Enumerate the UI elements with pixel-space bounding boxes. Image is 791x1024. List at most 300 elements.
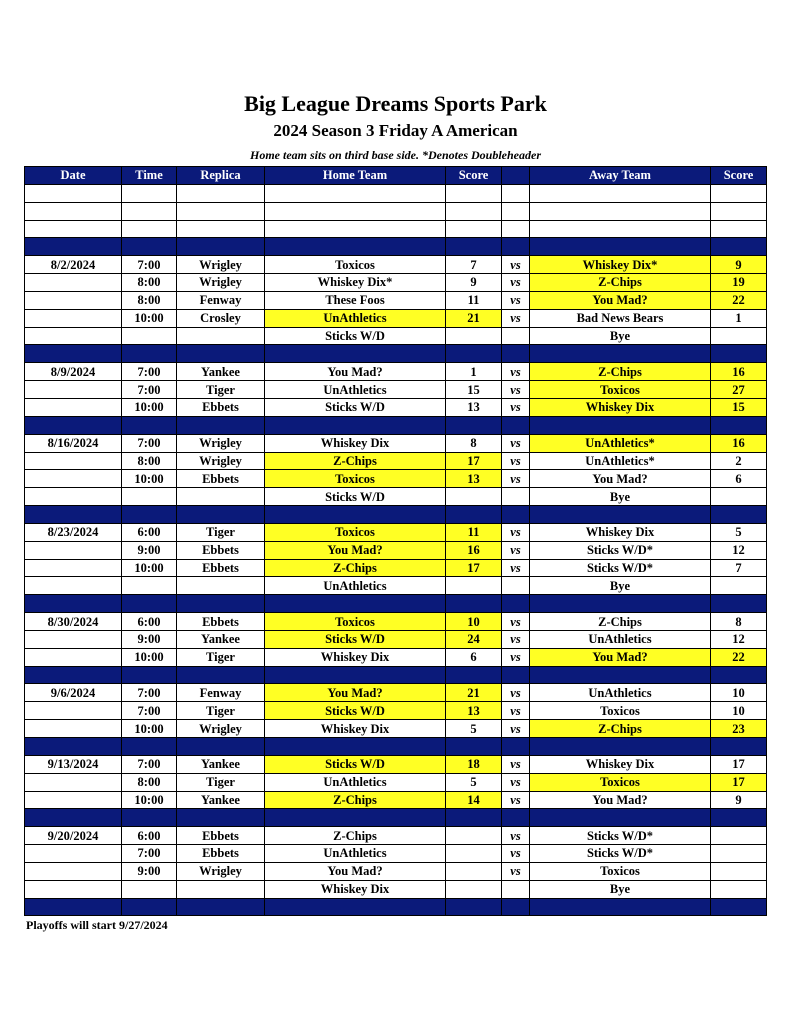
home-score-cell: 6 bbox=[446, 648, 502, 666]
home-team-cell: Z-Chips bbox=[265, 827, 446, 845]
home-team-cell: Z-Chips bbox=[265, 559, 446, 577]
separator-cell bbox=[711, 345, 767, 363]
separator-cell bbox=[177, 738, 265, 756]
away-team-cell: You Mad? bbox=[530, 791, 711, 809]
replica-cell bbox=[177, 202, 265, 220]
col-replica: Replica bbox=[177, 167, 265, 185]
replica-cell: Wrigley bbox=[177, 452, 265, 470]
table-row bbox=[25, 773, 767, 791]
home-team-cell: Whiskey Dix bbox=[265, 720, 446, 738]
home-team-cell: Sticks W/D bbox=[265, 488, 446, 506]
separator-cell bbox=[265, 809, 446, 827]
time-cell: 8:00 bbox=[122, 274, 177, 292]
replica-cell: Fenway bbox=[177, 291, 265, 309]
away-team-cell: Whiskey Dix bbox=[530, 523, 711, 541]
away-team-cell: UnAthletics* bbox=[530, 452, 711, 470]
date-cell: 9/13/2024 bbox=[25, 755, 122, 773]
vs-cell: vs bbox=[502, 541, 530, 559]
separator-cell bbox=[711, 416, 767, 434]
schedule-table bbox=[24, 166, 767, 916]
replica-cell: Wrigley bbox=[177, 434, 265, 452]
vs-cell: vs bbox=[502, 684, 530, 702]
separator-cell bbox=[122, 809, 177, 827]
time-cell: 10:00 bbox=[122, 791, 177, 809]
vs-cell: vs bbox=[502, 862, 530, 880]
time-cell: 9:00 bbox=[122, 630, 177, 648]
away-score-cell: 22 bbox=[711, 648, 767, 666]
away-score-cell bbox=[711, 577, 767, 595]
home-score-cell: 7 bbox=[446, 256, 502, 274]
away-score-cell bbox=[711, 184, 767, 202]
week-separator bbox=[25, 666, 767, 684]
away-team-cell: Sticks W/D* bbox=[530, 827, 711, 845]
vs-cell: vs bbox=[502, 559, 530, 577]
away-team-cell: Toxicos bbox=[530, 862, 711, 880]
separator-cell bbox=[177, 595, 265, 613]
separator-cell bbox=[25, 809, 122, 827]
replica-cell: Tiger bbox=[177, 523, 265, 541]
vs-cell: vs bbox=[502, 630, 530, 648]
home-score-cell: 13 bbox=[446, 470, 502, 488]
separator-cell bbox=[502, 738, 530, 756]
vs-cell: vs bbox=[502, 470, 530, 488]
date-cell bbox=[25, 862, 122, 880]
date-cell: 8/2/2024 bbox=[25, 256, 122, 274]
vs-cell: vs bbox=[502, 291, 530, 309]
time-cell bbox=[122, 880, 177, 898]
replica-cell bbox=[177, 880, 265, 898]
home-team-cell: Sticks W/D bbox=[265, 702, 446, 720]
col-time: Time bbox=[122, 167, 177, 185]
separator-cell bbox=[530, 809, 711, 827]
separator-cell bbox=[265, 898, 446, 916]
separator-cell bbox=[177, 809, 265, 827]
col-away-score: Score bbox=[711, 167, 767, 185]
replica-cell bbox=[177, 577, 265, 595]
home-team-cell: UnAthletics bbox=[265, 381, 446, 399]
separator-cell bbox=[530, 898, 711, 916]
away-score-cell: 17 bbox=[711, 773, 767, 791]
vs-cell: vs bbox=[502, 452, 530, 470]
date-cell: 9/6/2024 bbox=[25, 684, 122, 702]
col-away-team: Away Team bbox=[530, 167, 711, 185]
home-score-cell: 24 bbox=[446, 630, 502, 648]
table-row bbox=[25, 827, 767, 845]
vs-cell bbox=[502, 220, 530, 238]
table-row bbox=[25, 613, 767, 631]
time-cell bbox=[122, 577, 177, 595]
replica-cell bbox=[177, 488, 265, 506]
home-score-cell bbox=[446, 327, 502, 345]
away-score-cell: 22 bbox=[711, 291, 767, 309]
away-team-cell: Sticks W/D* bbox=[530, 559, 711, 577]
away-team-cell: Whiskey Dix bbox=[530, 398, 711, 416]
replica-cell: Yankee bbox=[177, 791, 265, 809]
separator-cell bbox=[446, 416, 502, 434]
home-score-cell bbox=[446, 827, 502, 845]
separator-cell bbox=[265, 506, 446, 524]
playoffs-note: Playoffs will start 9/27/2024 bbox=[26, 918, 168, 932]
separator-cell bbox=[265, 238, 446, 256]
away-team-cell: Z-Chips bbox=[530, 720, 711, 738]
away-score-cell: 16 bbox=[711, 434, 767, 452]
time-cell: 8:00 bbox=[122, 452, 177, 470]
away-team-cell: You Mad? bbox=[530, 291, 711, 309]
separator-cell bbox=[711, 738, 767, 756]
separator-cell bbox=[711, 666, 767, 684]
date-cell bbox=[25, 274, 122, 292]
home-team-cell: Toxicos bbox=[265, 256, 446, 274]
col-home-team: Home Team bbox=[265, 167, 446, 185]
home-team-cell bbox=[265, 202, 446, 220]
date-cell bbox=[25, 184, 122, 202]
away-score-cell: 6 bbox=[711, 470, 767, 488]
separator-cell bbox=[446, 898, 502, 916]
separator-cell bbox=[25, 506, 122, 524]
home-score-cell: 21 bbox=[446, 684, 502, 702]
week-separator bbox=[25, 506, 767, 524]
date-cell bbox=[25, 630, 122, 648]
date-cell: 8/16/2024 bbox=[25, 434, 122, 452]
separator-cell bbox=[25, 345, 122, 363]
time-cell: 7:00 bbox=[122, 755, 177, 773]
home-team-cell: Toxicos bbox=[265, 523, 446, 541]
home-score-cell: 9 bbox=[446, 274, 502, 292]
date-cell: 8/30/2024 bbox=[25, 613, 122, 631]
separator-cell bbox=[502, 666, 530, 684]
time-cell bbox=[122, 184, 177, 202]
vs-cell bbox=[502, 577, 530, 595]
vs-cell: vs bbox=[502, 720, 530, 738]
away-team-cell: Bye bbox=[530, 327, 711, 345]
time-cell: 7:00 bbox=[122, 845, 177, 863]
home-team-cell: Whiskey Dix bbox=[265, 434, 446, 452]
replica-cell: Yankee bbox=[177, 630, 265, 648]
time-cell bbox=[122, 220, 177, 238]
separator-cell bbox=[265, 345, 446, 363]
separator-cell bbox=[502, 238, 530, 256]
separator-cell bbox=[177, 416, 265, 434]
replica-cell: Wrigley bbox=[177, 274, 265, 292]
away-score-cell bbox=[711, 827, 767, 845]
separator-cell bbox=[122, 345, 177, 363]
table-row bbox=[25, 862, 767, 880]
table-row bbox=[25, 274, 767, 292]
away-team-cell: Bye bbox=[530, 880, 711, 898]
table-row bbox=[25, 220, 767, 238]
separator-cell bbox=[446, 345, 502, 363]
separator-cell bbox=[177, 238, 265, 256]
separator-cell bbox=[711, 898, 767, 916]
vs-cell: vs bbox=[502, 363, 530, 381]
date-cell bbox=[25, 327, 122, 345]
vs-cell: vs bbox=[502, 434, 530, 452]
separator-cell bbox=[265, 595, 446, 613]
away-score-cell: 12 bbox=[711, 541, 767, 559]
home-score-cell: 17 bbox=[446, 559, 502, 577]
away-score-cell: 2 bbox=[711, 452, 767, 470]
separator-cell bbox=[502, 506, 530, 524]
away-score-cell: 27 bbox=[711, 381, 767, 399]
home-team-cell: UnAthletics bbox=[265, 773, 446, 791]
separator-cell bbox=[177, 666, 265, 684]
away-team-cell: Z-Chips bbox=[530, 274, 711, 292]
away-team-cell: Bye bbox=[530, 488, 711, 506]
date-cell bbox=[25, 488, 122, 506]
replica-cell: Tiger bbox=[177, 648, 265, 666]
vs-cell: vs bbox=[502, 274, 530, 292]
replica-cell: Ebbets bbox=[177, 613, 265, 631]
separator-cell bbox=[711, 238, 767, 256]
home-score-cell bbox=[446, 220, 502, 238]
table-row bbox=[25, 880, 767, 898]
vs-cell bbox=[502, 327, 530, 345]
away-score-cell bbox=[711, 220, 767, 238]
home-score-cell: 1 bbox=[446, 363, 502, 381]
table-row bbox=[25, 291, 767, 309]
table-row bbox=[25, 327, 767, 345]
vs-cell: vs bbox=[502, 845, 530, 863]
date-cell bbox=[25, 702, 122, 720]
vs-cell: vs bbox=[502, 755, 530, 773]
replica-cell: Tiger bbox=[177, 381, 265, 399]
away-score-cell bbox=[711, 202, 767, 220]
replica-cell: Wrigley bbox=[177, 720, 265, 738]
table-row bbox=[25, 755, 767, 773]
doubleheader-note: Home team sits on third base side. *Denotes Doubleheader bbox=[250, 148, 541, 162]
vs-cell: vs bbox=[502, 791, 530, 809]
home-score-cell: 5 bbox=[446, 720, 502, 738]
vs-cell: vs bbox=[502, 398, 530, 416]
away-score-cell: 5 bbox=[711, 523, 767, 541]
col-vs bbox=[502, 167, 530, 185]
away-team-cell: Z-Chips bbox=[530, 613, 711, 631]
separator-cell bbox=[446, 238, 502, 256]
home-score-cell: 21 bbox=[446, 309, 502, 327]
separator-cell bbox=[177, 898, 265, 916]
time-cell: 6:00 bbox=[122, 523, 177, 541]
away-score-cell: 1 bbox=[711, 309, 767, 327]
table-row bbox=[25, 559, 767, 577]
away-score-cell bbox=[711, 845, 767, 863]
replica-cell bbox=[177, 184, 265, 202]
date-cell bbox=[25, 880, 122, 898]
away-score-cell: 10 bbox=[711, 702, 767, 720]
time-cell: 7:00 bbox=[122, 381, 177, 399]
separator-cell bbox=[502, 898, 530, 916]
week-separator bbox=[25, 595, 767, 613]
home-score-cell bbox=[446, 488, 502, 506]
table-row bbox=[25, 684, 767, 702]
home-score-cell bbox=[446, 577, 502, 595]
away-score-cell: 19 bbox=[711, 274, 767, 292]
time-cell bbox=[122, 202, 177, 220]
separator-cell bbox=[122, 595, 177, 613]
home-team-cell: Toxicos bbox=[265, 470, 446, 488]
away-team-cell bbox=[530, 202, 711, 220]
home-score-cell: 14 bbox=[446, 791, 502, 809]
home-score-cell: 8 bbox=[446, 434, 502, 452]
home-team-cell: UnAthletics bbox=[265, 845, 446, 863]
time-cell: 7:00 bbox=[122, 363, 177, 381]
replica-cell: Ebbets bbox=[177, 827, 265, 845]
away-team-cell: Toxicos bbox=[530, 381, 711, 399]
separator-cell bbox=[711, 809, 767, 827]
away-score-cell: 17 bbox=[711, 755, 767, 773]
time-cell: 9:00 bbox=[122, 862, 177, 880]
vs-cell: vs bbox=[502, 256, 530, 274]
time-cell: 6:00 bbox=[122, 827, 177, 845]
separator-cell bbox=[530, 595, 711, 613]
away-score-cell bbox=[711, 327, 767, 345]
home-score-cell: 5 bbox=[446, 773, 502, 791]
schedule-body bbox=[25, 184, 767, 916]
vs-cell bbox=[502, 488, 530, 506]
away-team-cell: UnAthletics bbox=[530, 684, 711, 702]
vs-cell bbox=[502, 184, 530, 202]
replica-cell: Ebbets bbox=[177, 470, 265, 488]
separator-cell bbox=[446, 738, 502, 756]
table-row bbox=[25, 381, 767, 399]
replica-cell: Ebbets bbox=[177, 559, 265, 577]
week-separator bbox=[25, 238, 767, 256]
date-cell bbox=[25, 720, 122, 738]
separator-cell bbox=[446, 809, 502, 827]
separator-cell bbox=[446, 506, 502, 524]
replica-cell: Ebbets bbox=[177, 541, 265, 559]
away-score-cell: 16 bbox=[711, 363, 767, 381]
home-team-cell: Sticks W/D bbox=[265, 630, 446, 648]
table-row bbox=[25, 648, 767, 666]
away-score-cell: 23 bbox=[711, 720, 767, 738]
date-cell bbox=[25, 470, 122, 488]
home-team-cell: Toxicos bbox=[265, 613, 446, 631]
replica-cell: Wrigley bbox=[177, 862, 265, 880]
home-score-cell: 11 bbox=[446, 291, 502, 309]
table-row bbox=[25, 541, 767, 559]
replica-cell: Yankee bbox=[177, 755, 265, 773]
table-row bbox=[25, 256, 767, 274]
table-row bbox=[25, 845, 767, 863]
home-team-cell: Whiskey Dix bbox=[265, 648, 446, 666]
vs-cell: vs bbox=[502, 381, 530, 399]
table-row bbox=[25, 488, 767, 506]
date-cell: 9/20/2024 bbox=[25, 827, 122, 845]
vs-cell bbox=[502, 880, 530, 898]
away-team-cell: Whiskey Dix bbox=[530, 755, 711, 773]
home-score-cell: 13 bbox=[446, 702, 502, 720]
replica-cell: Ebbets bbox=[177, 398, 265, 416]
home-team-cell: You Mad? bbox=[265, 541, 446, 559]
separator-cell bbox=[530, 416, 711, 434]
separator-cell bbox=[502, 416, 530, 434]
away-team-cell: Toxicos bbox=[530, 702, 711, 720]
time-cell: 10:00 bbox=[122, 648, 177, 666]
away-score-cell bbox=[711, 880, 767, 898]
separator-cell bbox=[122, 506, 177, 524]
home-score-cell bbox=[446, 862, 502, 880]
separator-cell bbox=[530, 738, 711, 756]
time-cell: 7:00 bbox=[122, 702, 177, 720]
away-team-cell: Whiskey Dix* bbox=[530, 256, 711, 274]
home-team-cell: Sticks W/D bbox=[265, 327, 446, 345]
replica-cell: Fenway bbox=[177, 684, 265, 702]
vs-cell bbox=[502, 202, 530, 220]
separator-cell bbox=[446, 666, 502, 684]
replica-cell bbox=[177, 327, 265, 345]
separator-cell bbox=[122, 666, 177, 684]
vs-cell: vs bbox=[502, 648, 530, 666]
date-cell bbox=[25, 648, 122, 666]
date-cell bbox=[25, 541, 122, 559]
away-team-cell: Bye bbox=[530, 577, 711, 595]
away-team-cell: UnAthletics* bbox=[530, 434, 711, 452]
separator-cell bbox=[122, 416, 177, 434]
time-cell: 7:00 bbox=[122, 434, 177, 452]
time-cell: 10:00 bbox=[122, 559, 177, 577]
date-cell bbox=[25, 845, 122, 863]
away-score-cell: 8 bbox=[711, 613, 767, 631]
away-team-cell: Z-Chips bbox=[530, 363, 711, 381]
table-row bbox=[25, 470, 767, 488]
away-score-cell: 9 bbox=[711, 256, 767, 274]
vs-cell: vs bbox=[502, 827, 530, 845]
time-cell bbox=[122, 488, 177, 506]
separator-cell bbox=[502, 809, 530, 827]
table-row bbox=[25, 184, 767, 202]
time-cell: 10:00 bbox=[122, 398, 177, 416]
vs-cell: vs bbox=[502, 309, 530, 327]
replica-cell: Yankee bbox=[177, 363, 265, 381]
time-cell: 10:00 bbox=[122, 470, 177, 488]
date-cell bbox=[25, 773, 122, 791]
replica-cell bbox=[177, 220, 265, 238]
col-date: Date bbox=[25, 167, 122, 185]
away-score-cell: 7 bbox=[711, 559, 767, 577]
separator-cell bbox=[122, 898, 177, 916]
time-cell: 10:00 bbox=[122, 309, 177, 327]
table-row bbox=[25, 398, 767, 416]
home-score-cell: 13 bbox=[446, 398, 502, 416]
home-score-cell: 18 bbox=[446, 755, 502, 773]
date-cell: 8/9/2024 bbox=[25, 363, 122, 381]
separator-cell bbox=[25, 898, 122, 916]
replica-cell: Tiger bbox=[177, 773, 265, 791]
separator-cell bbox=[25, 595, 122, 613]
separator-cell bbox=[177, 506, 265, 524]
away-score-cell: 12 bbox=[711, 630, 767, 648]
time-cell: 6:00 bbox=[122, 613, 177, 631]
time-cell: 7:00 bbox=[122, 256, 177, 274]
separator-cell bbox=[446, 595, 502, 613]
vs-cell: vs bbox=[502, 523, 530, 541]
separator-cell bbox=[711, 595, 767, 613]
date-cell bbox=[25, 452, 122, 470]
away-team-cell: Sticks W/D* bbox=[530, 541, 711, 559]
away-team-cell bbox=[530, 220, 711, 238]
separator-cell bbox=[25, 666, 122, 684]
separator-cell bbox=[25, 738, 122, 756]
separator-cell bbox=[502, 595, 530, 613]
week-separator bbox=[25, 345, 767, 363]
date-cell bbox=[25, 577, 122, 595]
header-row bbox=[25, 167, 767, 185]
away-team-cell: Toxicos bbox=[530, 773, 711, 791]
away-team-cell: Bad News Bears bbox=[530, 309, 711, 327]
separator-cell bbox=[530, 345, 711, 363]
home-score-cell bbox=[446, 202, 502, 220]
table-row bbox=[25, 363, 767, 381]
